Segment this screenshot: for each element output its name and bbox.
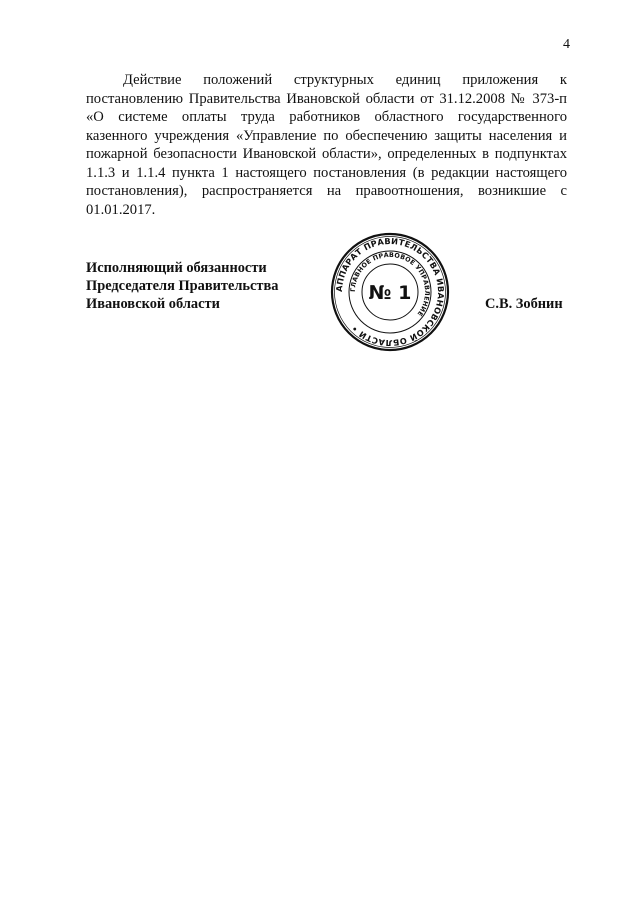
signatory-position-line-3: Ивановской области [86, 296, 220, 312]
seal-inner-text-path: ГЛАВНОЕ ПРАВОВОЕ УПРАВЛЕНИЕ [348, 250, 432, 318]
signatory-position-line-1: Исполняющий обязанности [86, 260, 267, 276]
signatory-position [86, 259, 278, 313]
seal-center-number: № 1 [368, 282, 412, 304]
body-paragraph: Действие положений структурных единиц приложения к постановлению Правительства Ивановской области от 31.12.2008 № 373-п «О системе оплаты труда работников областного государственного казенного учреждения «Управление по обеспечению защиты населения и пожарной безопасности Ивановской области», определенных в подпунктах 1.1.3 и 1.1.4 пункта 1 настоящего постановления (в редакции настоящего постановления), распространяется на правоотношения, возникшие с 01.01.2017. [86, 72, 567, 218]
official-seal [330, 232, 450, 352]
signer-name: С.В. Зобнин [485, 296, 563, 312]
page-number: 4 [563, 37, 570, 52]
signatory-position-line-2: Председателя Правительства [86, 278, 279, 294]
seal-outer-text-path: АППАРАТ ПРАВИТЕЛЬСТВА ИВАНОВСКОЙ ОБЛАСТИ • [333, 235, 447, 349]
